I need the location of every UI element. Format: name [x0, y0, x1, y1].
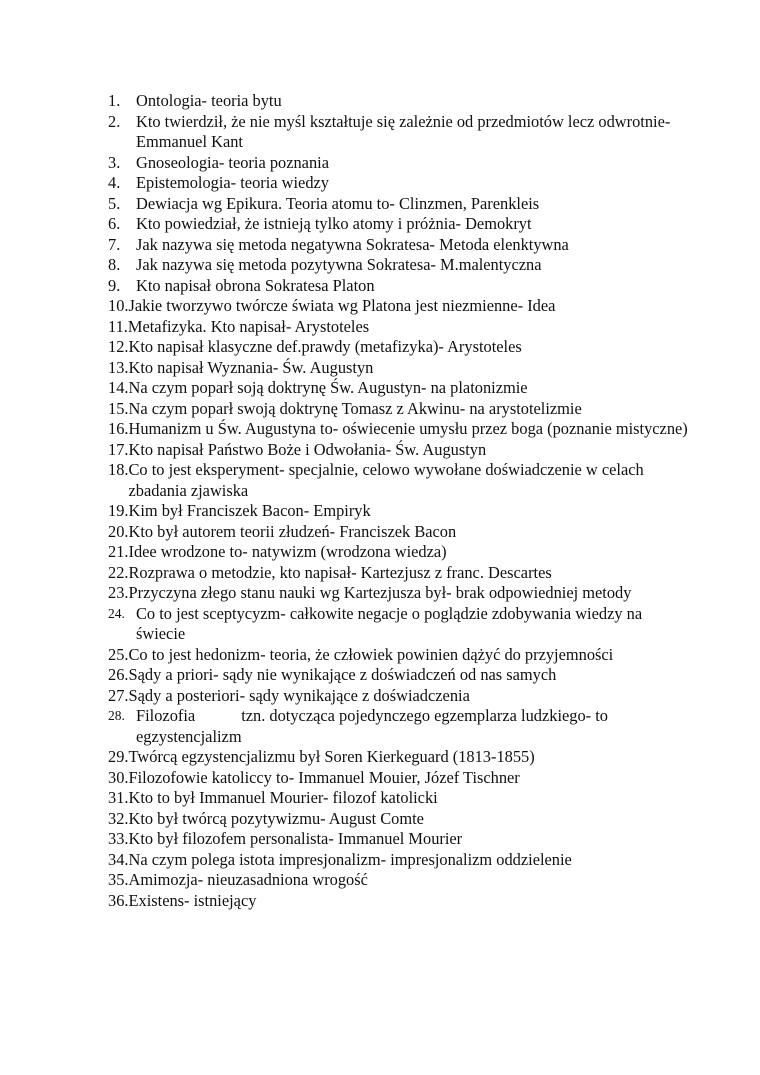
- item-text: Kto powiedział, że istnieją tylko atomy i próżnia- Demokryt: [136, 214, 532, 233]
- item-number: 24.: [108, 605, 125, 621]
- item-text: Kto napisał klasyczne def.prawdy (metafizyka)- Arystoteles: [128, 337, 522, 356]
- item-text-part-a: Filozofia: [136, 706, 196, 725]
- list-item: [108, 563, 688, 584]
- item-number: 19.: [108, 501, 129, 520]
- list-item: [108, 276, 688, 297]
- item-text: Kto napisał Wyznania- Św. Augustyn: [128, 357, 374, 377]
- item-text: Twórcą egzystencjalizmu był Soren Kierkeguard (1813-1855): [128, 747, 535, 766]
- item-number: 1.: [108, 91, 121, 110]
- item-number: 35.: [108, 870, 129, 889]
- item-text: Sądy a posteriori- sądy wynikające z doświadczenia: [128, 685, 470, 705]
- item-number: 32.: [108, 808, 129, 828]
- question-list: [108, 91, 688, 911]
- item-text: [136, 706, 688, 747]
- list-item: [108, 337, 688, 358]
- item-number: 34.: [108, 849, 129, 869]
- item-number: 8.: [108, 255, 121, 274]
- list-item: [108, 460, 688, 501]
- item-text: Epistemologia- teoria wiedzy: [136, 173, 329, 192]
- list-item: [108, 214, 688, 235]
- item-number: 12.: [108, 337, 129, 356]
- item-text: Humanizm u Św. Augustyna to- oświecenie umysłu przez boga (poznanie mistyczne): [128, 419, 688, 438]
- item-number: 6.: [108, 214, 121, 233]
- item-text: Sądy a priori- sądy nie wynikające z doświadczeń od nas samych: [128, 665, 557, 684]
- item-text: Przyczyna złego stanu nauki wg Kartezjusza był- brak odpowiedniej metody: [128, 583, 632, 602]
- list-item: [108, 194, 688, 215]
- item-number: 9.: [108, 275, 121, 295]
- list-item: [108, 153, 688, 174]
- item-number: 36.: [108, 890, 129, 910]
- item-number: 31.: [108, 788, 129, 807]
- list-item: [108, 706, 688, 747]
- item-text: Kto był filozofem personalista- Immanuel Mourier: [128, 829, 463, 848]
- item-text: Co to jest eksperyment- specjalnie, celowo wywołane doświadczenie w celach zbadania zjawiska: [128, 460, 644, 500]
- list-item: [108, 850, 688, 871]
- list-item: [108, 522, 688, 543]
- item-text: Kto był twórcą pozytywizmu- August Comte: [128, 808, 424, 828]
- item-text: Rozprawa o metodzie, kto napisał- Kartezjusz z franc. Descartes: [128, 562, 552, 582]
- item-text: Ontologia- teoria bytu: [136, 91, 282, 110]
- list-item: [108, 542, 688, 563]
- list-item: [108, 891, 688, 912]
- item-number: 2.: [108, 111, 121, 131]
- list-item: [108, 686, 688, 707]
- list-item: [108, 358, 688, 379]
- list-item: [108, 112, 688, 153]
- item-text: Kto to był Immanuel Mourier- filozof katolicki: [128, 788, 438, 807]
- list-item: [108, 809, 688, 830]
- item-number: 30.: [108, 767, 129, 787]
- list-item: [108, 440, 688, 461]
- item-text: Co to jest sceptycyzm- całkowite negacje o poglądzie zdobywania wiedzy na świecie: [136, 603, 643, 643]
- list-item: [108, 296, 688, 317]
- item-number: 11.: [108, 316, 128, 336]
- list-item: [108, 419, 688, 440]
- list-item: [108, 317, 688, 338]
- list-item: [108, 399, 688, 420]
- item-number: 26.: [108, 665, 129, 684]
- list-item: [108, 747, 688, 768]
- item-text: Jakie tworzywo twórcze świata wg Platona jest niezmienne- Idea: [128, 296, 556, 315]
- item-text: Kim był Franciszek Bacon- Empiryk: [128, 501, 371, 520]
- list-item: [108, 255, 688, 276]
- list-item: [108, 604, 688, 645]
- item-number: 28.: [108, 708, 125, 723]
- item-text: Dewiacja wg Epikura. Teoria atomu to- Clinzmen, Parenkleis: [136, 193, 540, 213]
- item-number: 7.: [108, 234, 121, 254]
- item-text-part-b: tzn. dotycząca pojedynczego egzemplarza ludzkiego- to egzystencjalizm: [136, 706, 608, 746]
- list-item: [108, 870, 688, 891]
- item-text: Jak nazywa się metoda negatywna Sokratesa- Metoda elenktywna: [136, 234, 569, 254]
- item-number: 5.: [108, 193, 121, 213]
- item-number: 29.: [108, 747, 129, 766]
- item-number: 17.: [108, 439, 129, 459]
- list-item: [108, 788, 688, 809]
- item-text: Kto napisał Państwo Boże i Odwołania- Św. Augustyn: [128, 439, 487, 459]
- list-item: [108, 173, 688, 194]
- item-number: 21.: [108, 542, 129, 561]
- item-text: Metafizyka. Kto napisał- Arystoteles: [127, 316, 370, 336]
- item-number: 22.: [108, 562, 129, 582]
- item-number: 13.: [108, 357, 129, 377]
- item-number: 16.: [108, 419, 129, 438]
- item-number: 14.: [108, 378, 129, 397]
- item-text: Co to jest hedonizm- teoria, że człowiek powinien dążyć do przyjemności: [128, 644, 614, 664]
- list-item: [108, 829, 688, 850]
- item-number: 3.: [108, 152, 121, 172]
- item-number: 33.: [108, 829, 129, 848]
- item-text: Gnoseologia- teoria poznania: [136, 152, 329, 172]
- item-text: Jak nazywa się metoda pozytywna Sokratesa- M.malentyczna: [136, 255, 542, 274]
- item-number: 18.: [108, 460, 129, 479]
- item-text: Idee wrodzone to- natywizm (wrodzona wiedza): [128, 542, 447, 561]
- item-text: Na czym poparł soją doktrynę Św. Augustyn- na platonizmie: [128, 378, 528, 397]
- list-item: [108, 583, 688, 604]
- item-number: 20.: [108, 521, 129, 541]
- item-text: Amimozja- nieuzasadniona wrogość: [128, 870, 368, 889]
- item-text: Na czym polega istota impresjonalizm- impresjonalizm oddzielenie: [128, 849, 572, 869]
- item-text: Kto napisał obrona Sokratesa Platon: [136, 275, 375, 295]
- item-number: 25.: [108, 644, 129, 664]
- item-number: 10.: [108, 296, 129, 315]
- item-text: Existens- istniejący: [128, 890, 257, 910]
- list-item: [108, 665, 688, 686]
- item-number: 27.: [108, 685, 129, 705]
- list-item: [108, 235, 688, 256]
- list-item: [108, 768, 688, 789]
- item-number: 23.: [108, 583, 129, 602]
- item-text: Kto twierdził, że nie myśl kształtuje się zależnie od przedmiotów lecz odwrotnie- Emmanuel Kant: [136, 111, 671, 151]
- item-number: 15.: [108, 398, 129, 418]
- item-text: Na czym poparł swoją doktrynę Tomasz z Akwinu- na arystotelizmie: [128, 398, 582, 418]
- item-text: Kto był autorem teorii złudzeń- Franciszek Bacon: [128, 521, 457, 541]
- item-number: 4.: [108, 173, 121, 192]
- item-text: Filozofowie katoliccy to- Immanuel Mouier, Józef Tischner: [128, 767, 520, 787]
- list-item: [108, 645, 688, 666]
- list-item: [108, 378, 688, 399]
- list-item: [108, 91, 688, 112]
- list-item: [108, 501, 688, 522]
